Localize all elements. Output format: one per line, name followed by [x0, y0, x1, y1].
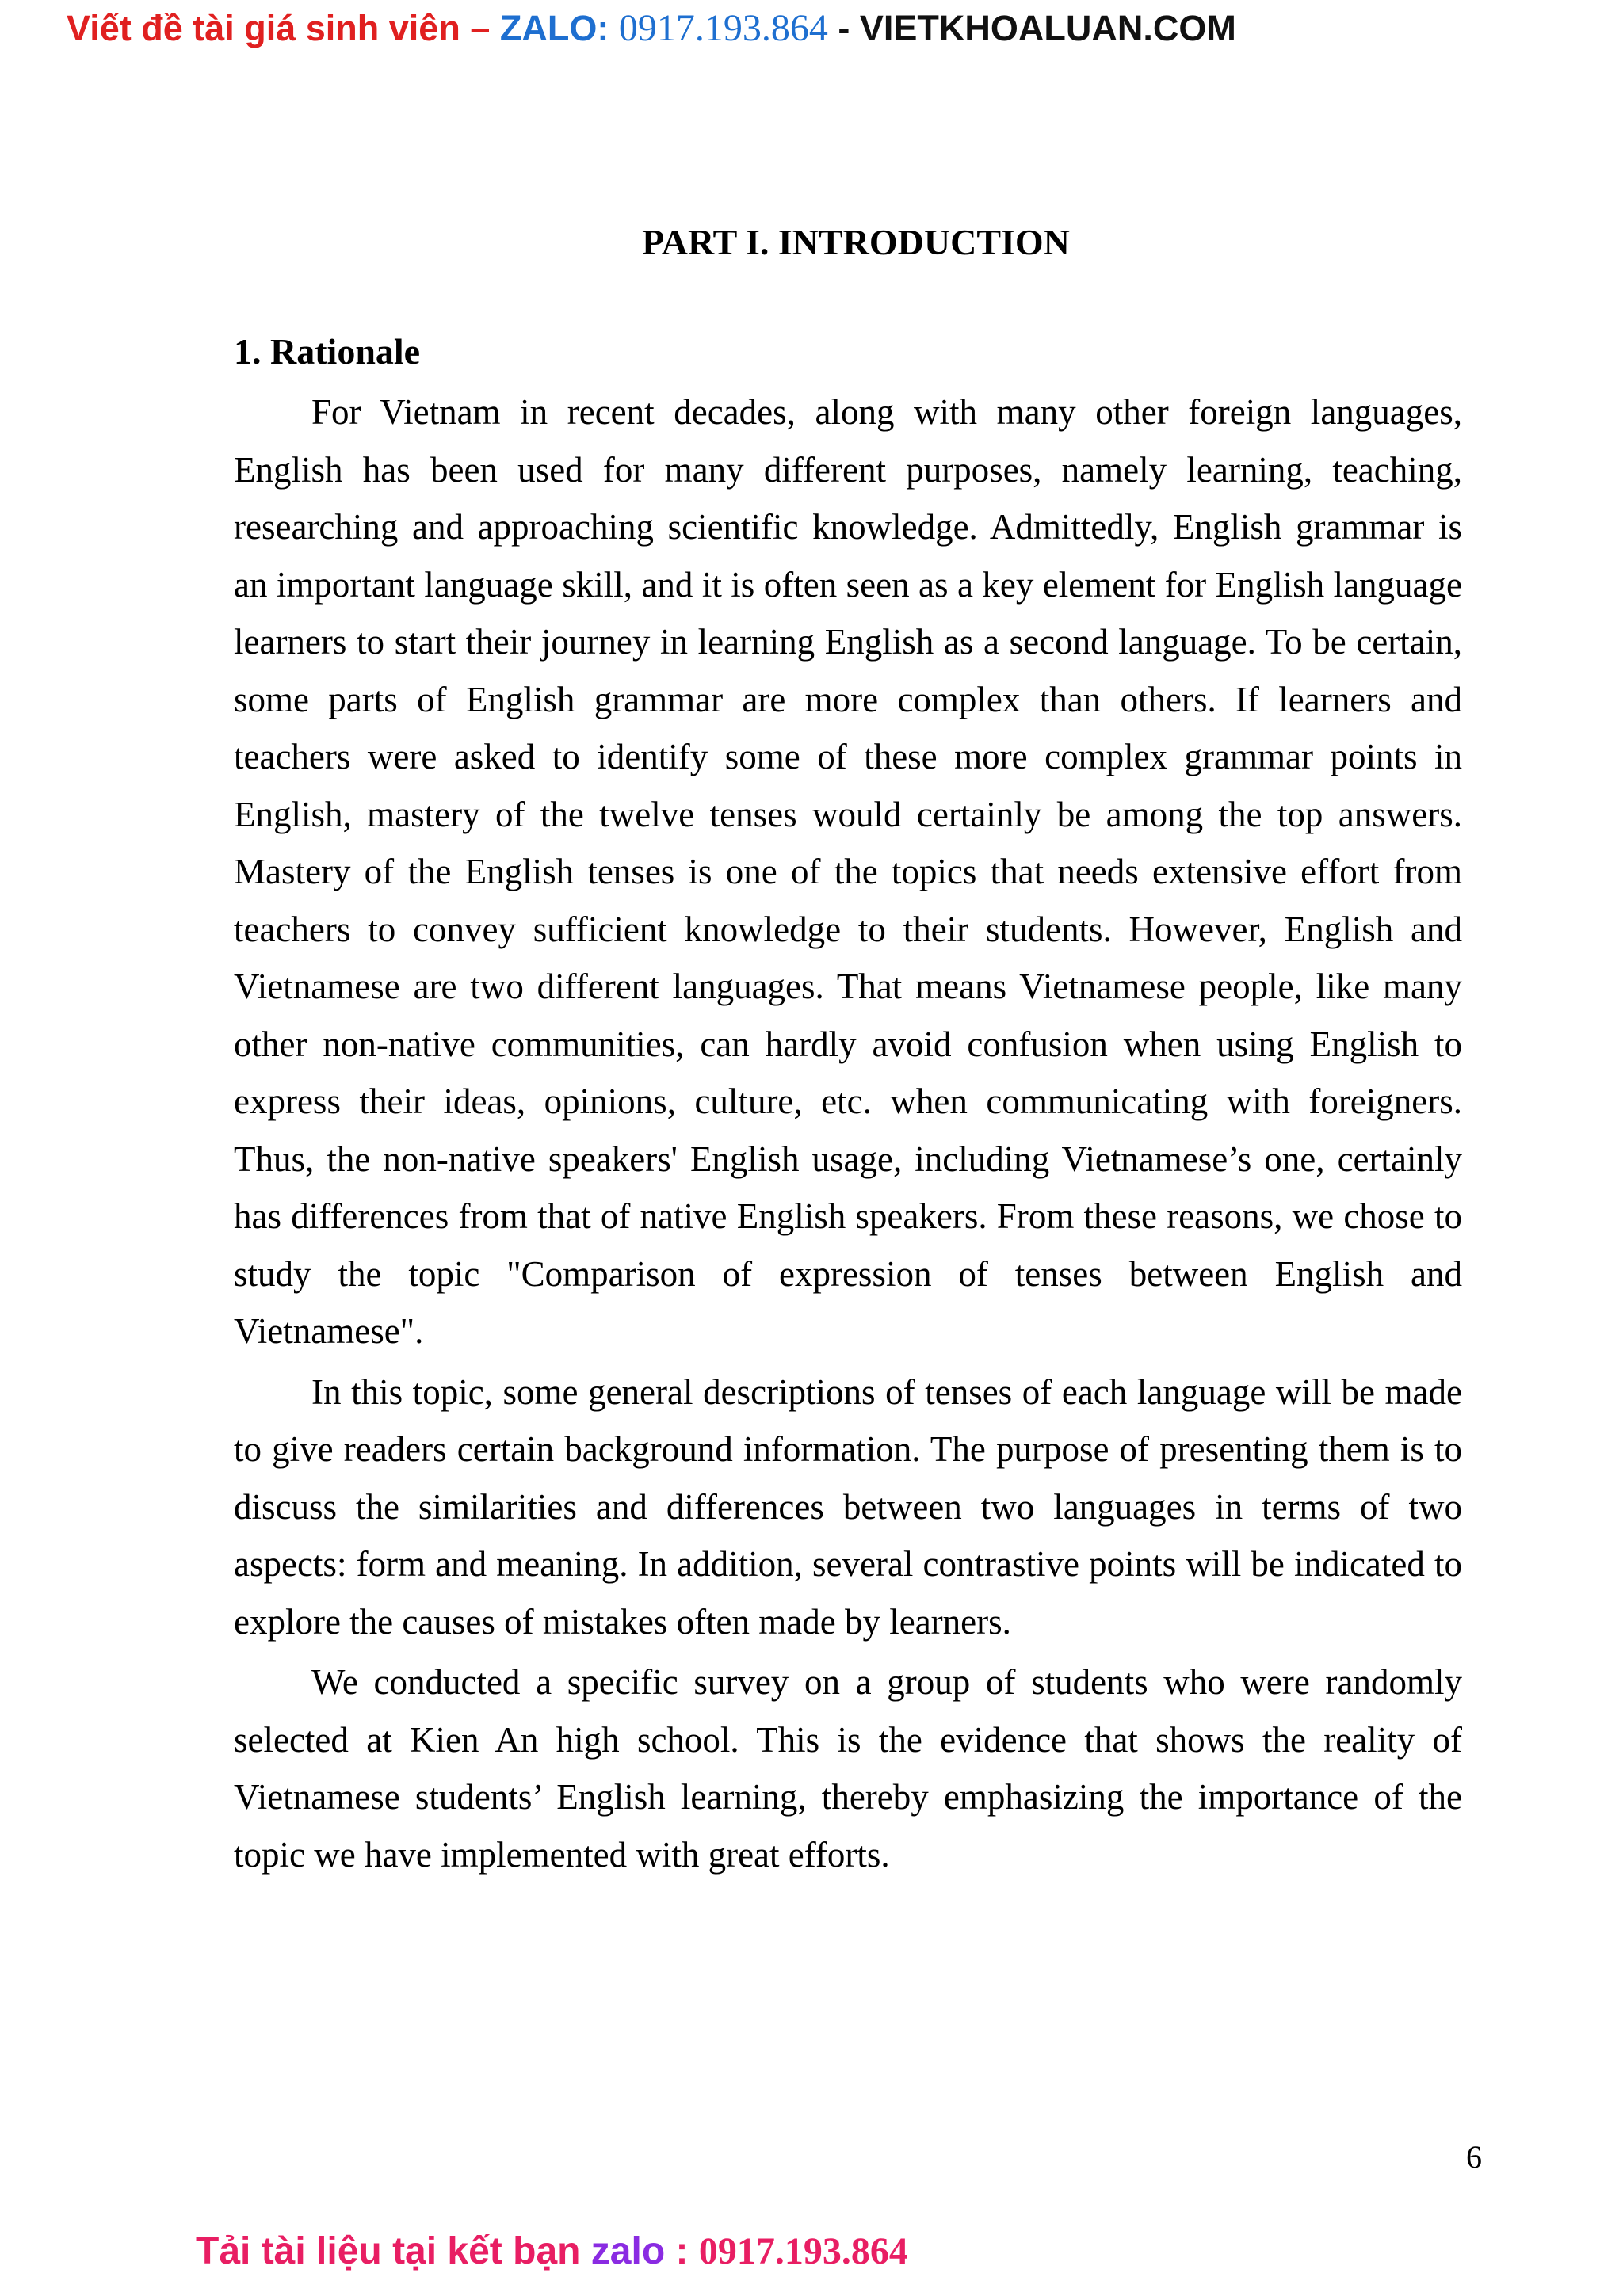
- section-heading: 1. Rationale: [234, 331, 421, 372]
- footer-colon: :: [665, 2230, 699, 2272]
- header-promo-text: Viết đề tài giá sinh viên: [67, 8, 460, 48]
- header-zalo-phone: 0917.193.864: [618, 7, 828, 49]
- footer-zalo-word: zalo: [590, 2230, 666, 2272]
- header-separator: -: [827, 8, 860, 48]
- paragraph-rationale-1: For Vietnam in recent decades, along with many other foreign languages, English has been used for many different purposes, namely learning, teaching, researching and approaching scientific knowledge. Admittedly, English grammar is an important language skill, and it is often seen as a key element for English language learners to start their journey in learning English as a second language. To be certain, some parts of English grammar are more complex than others. If learners and teachers were asked to identify some of these more complex grammar points in English, mastery of the twelve tenses would certainly be among the top answers. Mastery of the English tenses is one of the topics that needs extensive effort from teachers to convey sufficient knowledge to their students. However, English and Vietnamese are two different languages. That means Vietnamese people, like many other non-native communities, can hardly avoid confusion when using English to express their ideas, opinions, culture, etc. when communicating with foreigners. Thus, the non-native speakers' English usage, including Vietnamese’s one, certainly has differences from that of native English speakers. From these reasons, we chose to study the topic "Comparison of expression of tenses between English and Vietnamese".: [234, 392, 1462, 1351]
- header-dash: –: [460, 8, 500, 48]
- header-site-name: VIETKHOALUAN.COM: [859, 8, 1236, 48]
- watermark-header: [67, 5, 1236, 52]
- footer-phone: 0917.193.864: [698, 2230, 908, 2272]
- body-text: [234, 383, 1462, 1886]
- part-title: PART I. INTRODUCTION: [642, 222, 1070, 262]
- paragraph-rationale-2: In this topic, some general descriptions of tenses of each language will be made to give readers certain background information. The purpose of presenting them is to discuss the similarities and differences between two languages in terms of two aspects: form and meaning. In addition, several contrastive points will be indicated to explore the causes of mistakes often made by learners.: [234, 1371, 1462, 1642]
- footer-promo-text: Tải tài liệu tại kết bạn: [196, 2230, 591, 2272]
- header-zalo-label: ZALO:: [499, 8, 619, 48]
- paragraph-rationale-3: We conducted a specific survey on a group of students who were randomly selected at Kien An high school. This is the evidence that shows the reality of Vietnamese students’ English learning, thereby emphasizing the importance of the topic we have implemented with great efforts.: [234, 1662, 1462, 1875]
- page-number: 6: [1466, 2139, 1482, 2175]
- watermark-footer: [196, 2226, 908, 2277]
